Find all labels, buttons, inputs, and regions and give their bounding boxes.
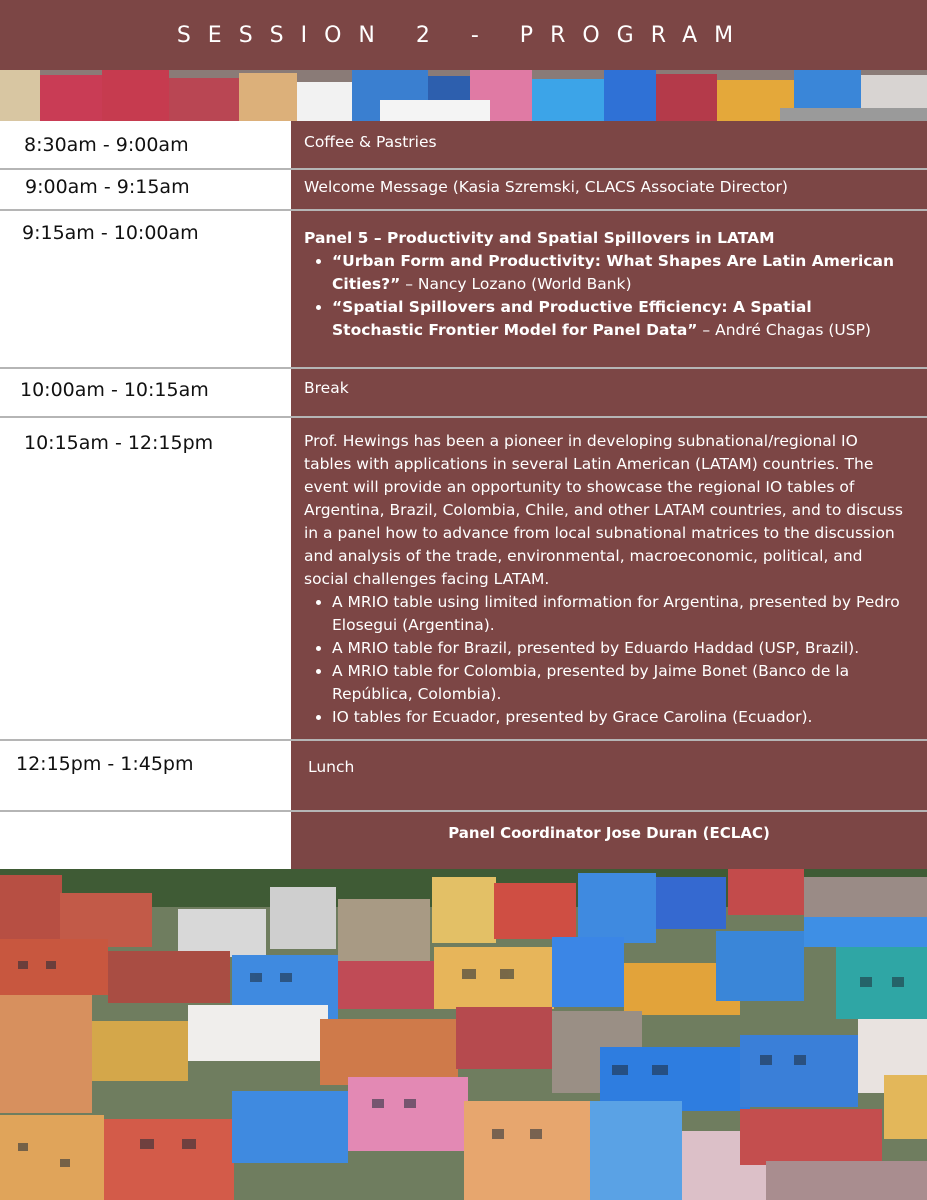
paper-list [304, 250, 907, 342]
row-time: 10:15am - 12:15pm [24, 432, 214, 454]
row-description: Break [291, 369, 927, 416]
city-photo [0, 869, 927, 1200]
row-time: 9:00am - 9:15am [25, 176, 190, 198]
row-description: Coffee & Pastries [291, 121, 927, 168]
list-item: • “Urban Form and Productivity: What Shapes Are Latin American Cities?” – Nancy Lozano (World Bank) [332, 250, 907, 296]
row-description: Welcome Message (Kasia Szremski, CLACS Associate Director) [291, 170, 927, 209]
list-item: • IO tables for Ecuador, presented by Grace Carolina (Ecuador). [332, 706, 907, 729]
row-time: 10:00am - 10:15am [20, 379, 209, 401]
row-time: 8:30am - 9:00am [24, 134, 189, 156]
list-item: • A MRIO table for Brazil, presented by Eduardo Haddad (USP, Brazil). [332, 637, 907, 660]
row-description: Lunch [291, 741, 927, 810]
list-item: • A MRIO table using limited information for Argentina, presented by Pedro Elosegui (Argentina). [332, 591, 907, 637]
session-title: SESSION 2 - PROGRAM [0, 0, 927, 70]
panel-title: Panel 5 – Productivity and Spatial Spillovers in LATAM [304, 229, 775, 247]
list-item: • A MRIO table for Colombia, presented by Jaime Bonet (Banco de la República, Colombia). [332, 660, 907, 706]
city-photo-strip [0, 70, 927, 121]
row-time: 12:15pm - 1:45pm [16, 753, 194, 775]
row-time: 9:15am - 10:00am [22, 222, 199, 244]
panel-coordinator: Panel Coordinator Jose Duran (ECLAC) [291, 812, 927, 869]
list-item: • “Spatial Spillovers and Productive Efficiency: A Spatial Stochastic Frontier Model for Panel Data” – André Chagas (USP) [332, 296, 907, 342]
session-description [291, 418, 927, 739]
description-paragraph: Prof. Hewings has been a pioneer in developing subnational/regional IO tables with applications in several Latin American (LATAM) countries. The event will provide an opportunity to showcase the regional IO tables of Argentina, Brazil, Colombia, Chile, and other LATAM countries, and to discuss in a panel how to advance from local subnational matrices to the discussion and analysis of the trade, environmental, macroeconomic, political, and social challenges facing LATAM. [304, 432, 903, 588]
table-list [304, 591, 907, 729]
panel-block [291, 211, 927, 367]
